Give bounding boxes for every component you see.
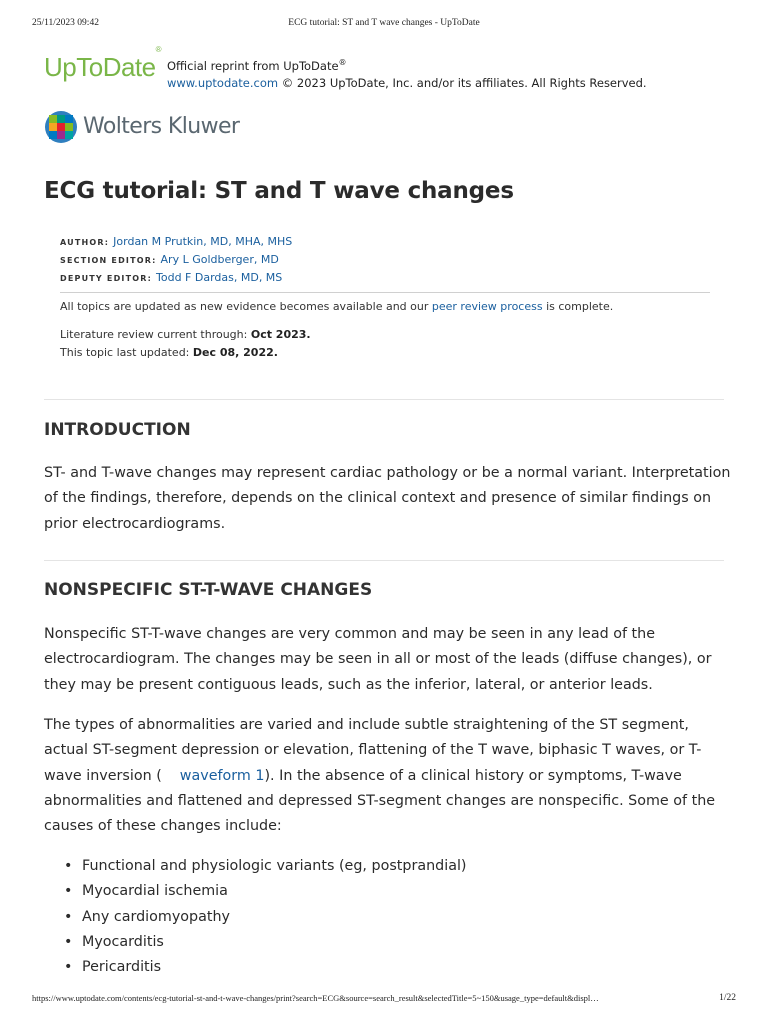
lit-review-date: Oct 2023. [250,328,311,341]
print-datetime: 25/11/2023 09:42 [32,18,99,28]
waveform-1-link[interactable]: waveform 1 [179,767,265,784]
divider [60,292,710,293]
intro-paragraph: ST- and T-wave changes may represent cardiac pathology or be a normal variant. Interpretation of the findings, therefore, depends on the clinical context and presence of similar findings on prior electrocardiograms. [44,465,731,532]
wolters-kluwer-mark-icon [44,110,78,144]
brand-row [44,45,724,92]
print-page-title: ECG tutorial: ST and T wave changes - UpToDate [288,18,480,28]
list-item: • Pericarditis [64,955,467,980]
list-item: • Any cardiomyopathy [64,905,467,930]
update-note: All topics are updated as new evidence becomes available and our peer review process is complete. [60,300,614,313]
registered-mark: ® [338,58,347,67]
deputy-editor-name-link[interactable]: Todd F Dardas, MD, MS [156,271,283,284]
list-item: • Myocarditis [64,930,467,955]
print-footer [32,993,736,1007]
author-role: AUTHOR [60,238,105,247]
nonspecific-paragraph-1: Nonspecific ST-T-wave changes are very common and may be seen in any lead of the electrocardiogram. The changes may be seen in all or most of the leads (diffuse changes), or they may be present contiguous leads, such as the inferior, lateral, or anterior leads. [44,626,712,693]
reprint-notice [167,54,647,92]
author-name-link[interactable]: Jordan M Prutkin, MD, MHA, MHS [113,235,293,248]
nonspecific-paragraph-2: The types of abnormalities are varied and include subtle straightening of the ST segment, actual ST-segment depression or elevation, flattening of the T wave, biphasic T waves, or T-wave inversion ( waveform 1). In the absence of a clinical history or symptoms, T-wave abnormalities and flattened and depressed ST-segment changes are nonspecific. Some of the causes of these changes include: [44,717,716,835]
peer-review-link[interactable]: peer review process [431,300,543,313]
author-block [60,233,292,287]
print-header [32,18,736,32]
wolters-kluwer-logo[interactable] [44,110,344,144]
last-updated-date: Dec 08, 2022. [192,346,278,359]
list-item: • Myocardial ischemia [64,879,467,904]
causes-list [64,854,467,980]
uptodate-site-link[interactable]: www.uptodate.com [167,75,279,90]
page-number: 1/22 [719,993,736,1003]
section-editor-row: SECTION EDITOR: Ary L Goldberger, MD [60,253,279,266]
review-dates [60,326,311,362]
uptodate-logo[interactable]: UpToDate® [44,45,162,82]
nonspecific-heading: NONSPECIFIC ST-T-WAVE CHANGES [44,580,373,600]
copyright-text: © 2023 UpToDate, Inc. and/or its affiliates. All Rights Reserved. [278,75,647,90]
section-editor-role: SECTION EDITOR [60,256,153,265]
wolters-kluwer-name: Wolters Kluwer [83,114,240,139]
deputy-editor-row: DEPUTY EDITOR: Todd F Dardas, MD, MS [60,271,283,284]
deputy-editor-role: DEPUTY EDITOR [60,274,148,283]
lit-review-label: Literature review current through: [60,328,251,341]
section-divider [44,399,724,400]
author-row: AUTHOR: Jordan M Prutkin, MD, MHA, MHS [60,235,293,248]
print-url: https://www.uptodate.com/contents/ecg-tutorial-st-and-t-wave-changes/print?search=ECG&source=search_result&selectedTitle=5~150&usage_type=default&displ… [32,993,599,1003]
last-updated-label: This topic last updated: [60,346,193,359]
reprint-line: Official reprint from UpToDate [167,58,339,73]
intro-heading: INTRODUCTION [44,420,191,440]
list-item: • Functional and physiologic variants (eg, postprandial) [64,854,467,879]
section-editor-name-link[interactable]: Ary L Goldberger, MD [160,253,279,266]
article-title: ECG tutorial: ST and T wave changes [44,178,514,204]
section-divider [44,560,724,561]
